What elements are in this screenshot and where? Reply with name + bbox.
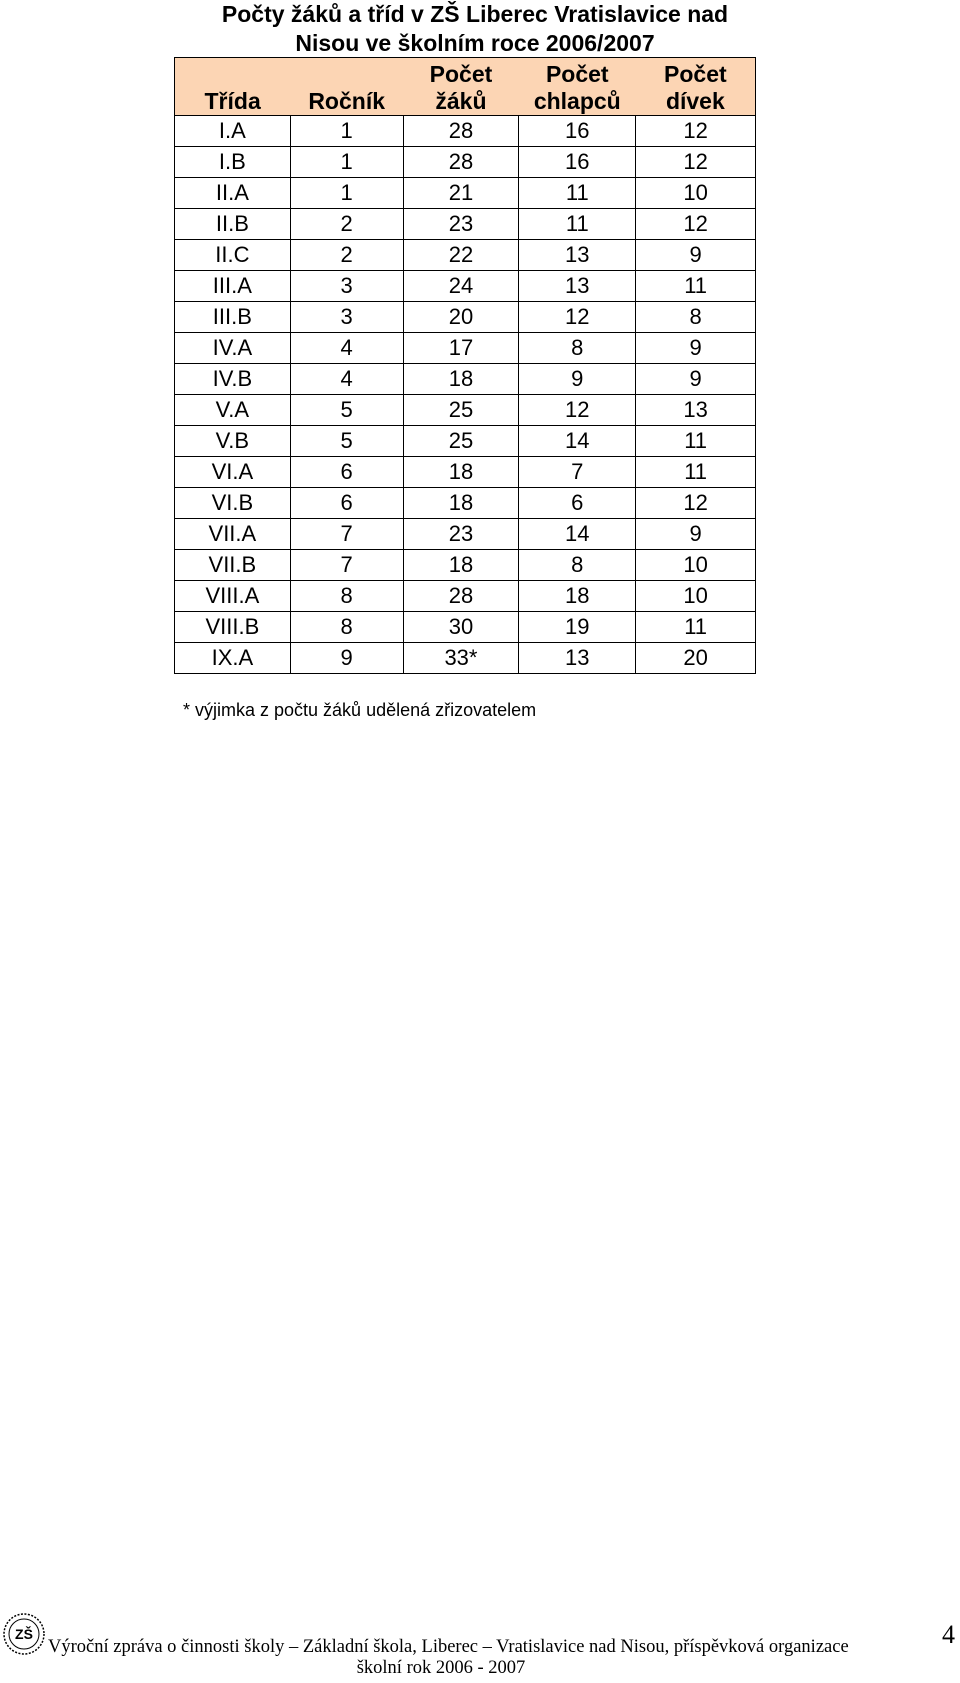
table-cell: 9: [290, 643, 403, 674]
table-cell: 11: [519, 178, 636, 209]
table-cell: 12: [636, 209, 756, 240]
table-row: [175, 271, 756, 302]
table-cell: 12: [519, 302, 636, 333]
table-row: [175, 178, 756, 209]
logo-text: ZŠ: [15, 1626, 33, 1642]
page-number: 4: [942, 1620, 955, 1649]
header-line-1: Počet: [545, 61, 609, 87]
header-line-1: Počet: [429, 61, 493, 87]
table-cell: V.A: [175, 395, 291, 426]
table-cell: 4: [290, 364, 403, 395]
school-logo: [2, 1612, 46, 1656]
table-cell: 30: [403, 612, 519, 643]
table-body: [175, 116, 756, 674]
table-cell: 11: [636, 612, 756, 643]
table-header-row: [175, 58, 756, 116]
table-cell: 6: [290, 488, 403, 519]
table-cell: 9: [636, 519, 756, 550]
table-cell: I.A: [175, 116, 291, 147]
title-line-2: Nisou ve školním roce 2006/2007: [295, 30, 655, 56]
table-cell: 10: [636, 550, 756, 581]
table-row: [175, 333, 756, 364]
table-cell: 13: [519, 271, 636, 302]
table-cell: 18: [403, 364, 519, 395]
table-cell: 16: [519, 116, 636, 147]
title-line-1: Počty žáků a tříd v ZŠ Liberec Vratislavice nad: [221, 1, 729, 27]
table-cell: 18: [403, 457, 519, 488]
table-row: [175, 457, 756, 488]
footnote: * výjimka z počtu žáků udělená zřizovatelem: [183, 700, 537, 720]
table-cell: VII.A: [175, 519, 291, 550]
header-cell: [403, 58, 519, 116]
table-row: [175, 147, 756, 178]
table-cell: 17: [403, 333, 519, 364]
table-cell: 18: [403, 488, 519, 519]
table-cell: 5: [290, 395, 403, 426]
table-cell: 7: [290, 519, 403, 550]
table-row: [175, 426, 756, 457]
table-cell: 11: [519, 209, 636, 240]
table-cell: 28: [403, 147, 519, 178]
table-cell: 2: [290, 209, 403, 240]
table-cell: 23: [403, 209, 519, 240]
table-cell: II.C: [175, 240, 291, 271]
table-cell: 6: [290, 457, 403, 488]
table-cell: 22: [403, 240, 519, 271]
table-cell: 21: [403, 178, 519, 209]
table-cell: IV.A: [175, 333, 291, 364]
table-cell: 11: [636, 457, 756, 488]
table-cell: 8: [519, 550, 636, 581]
table-cell: III.A: [175, 271, 291, 302]
table-cell: 2: [290, 240, 403, 271]
table-cell: 28: [403, 581, 519, 612]
table-cell: 1: [290, 178, 403, 209]
table-row: [175, 519, 756, 550]
table-cell: 12: [636, 147, 756, 178]
table-cell: III.B: [175, 302, 291, 333]
table-row: [175, 395, 756, 426]
page-title: [175, 0, 775, 58]
table-cell: 6: [519, 488, 636, 519]
table-cell: 9: [636, 240, 756, 271]
table-cell: 5: [290, 426, 403, 457]
table-cell: 20: [636, 643, 756, 674]
table-cell: 28: [403, 116, 519, 147]
table-cell: 14: [519, 426, 636, 457]
table-cell: 24: [403, 271, 519, 302]
header-line-2: chlapců: [533, 88, 621, 114]
table-cell: V.B: [175, 426, 291, 457]
header-line-2: dívek: [665, 88, 725, 114]
header-cell: [519, 58, 636, 116]
table-cell: 9: [519, 364, 636, 395]
table-cell: 23: [403, 519, 519, 550]
table-cell: 7: [290, 550, 403, 581]
table-cell: 33*: [403, 643, 519, 674]
header-line-2: Třída: [204, 88, 261, 114]
class-counts-table: [174, 57, 756, 674]
table-cell: 13: [519, 240, 636, 271]
table-cell: VI.B: [175, 488, 291, 519]
table-cell: 11: [636, 271, 756, 302]
table-row: [175, 364, 756, 395]
table-cell: 20: [403, 302, 519, 333]
table-cell: II.A: [175, 178, 291, 209]
footer-school-year: školní rok 2006 - 2007: [356, 1658, 526, 1678]
header-cell: [175, 58, 291, 116]
table-cell: VI.A: [175, 457, 291, 488]
header-line-2: žáků: [435, 88, 487, 114]
table-cell: 3: [290, 271, 403, 302]
table-row: [175, 116, 756, 147]
table-cell: 19: [519, 612, 636, 643]
table-cell: IV.B: [175, 364, 291, 395]
table-cell: 12: [519, 395, 636, 426]
table-row: [175, 612, 756, 643]
table-cell: IX.A: [175, 643, 291, 674]
table-row: [175, 550, 756, 581]
table-cell: VIII.A: [175, 581, 291, 612]
table-cell: 8: [290, 581, 403, 612]
table-row: [175, 302, 756, 333]
header-cell: [290, 58, 403, 116]
table-cell: 7: [519, 457, 636, 488]
header-line-2: Ročník: [308, 88, 385, 114]
table-cell: 9: [636, 333, 756, 364]
table-row: [175, 240, 756, 271]
table-row: [175, 209, 756, 240]
table-cell: 4: [290, 333, 403, 364]
table-cell: 8: [636, 302, 756, 333]
table-cell: 18: [519, 581, 636, 612]
table-cell: VIII.B: [175, 612, 291, 643]
table-cell: 16: [519, 147, 636, 178]
table-row: [175, 488, 756, 519]
footer-text: Výroční zpráva o činnosti školy – Základní škola, Liberec – Vratislavice nad Nisou, příspěvková organizace: [48, 1637, 849, 1657]
table-cell: 13: [636, 395, 756, 426]
table-cell: 11: [636, 426, 756, 457]
table-cell: 14: [519, 519, 636, 550]
header-line-1: Počet: [664, 61, 727, 87]
table-cell: 9: [636, 364, 756, 395]
table-cell: 18: [403, 550, 519, 581]
header-cell: [636, 58, 756, 116]
table-row: [175, 643, 756, 674]
table-cell: 10: [636, 178, 756, 209]
table-row: [175, 581, 756, 612]
table-cell: 3: [290, 302, 403, 333]
table-cell: 8: [290, 612, 403, 643]
table-cell: 10: [636, 581, 756, 612]
table-cell: VII.B: [175, 550, 291, 581]
table-cell: 1: [290, 116, 403, 147]
table-cell: 8: [519, 333, 636, 364]
table-cell: 1: [290, 147, 403, 178]
table-cell: 12: [636, 116, 756, 147]
table-cell: 25: [403, 426, 519, 457]
table-cell: 12: [636, 488, 756, 519]
table-cell: II.B: [175, 209, 291, 240]
table-cell: 13: [519, 643, 636, 674]
table-cell: I.B: [175, 147, 291, 178]
table-cell: 25: [403, 395, 519, 426]
